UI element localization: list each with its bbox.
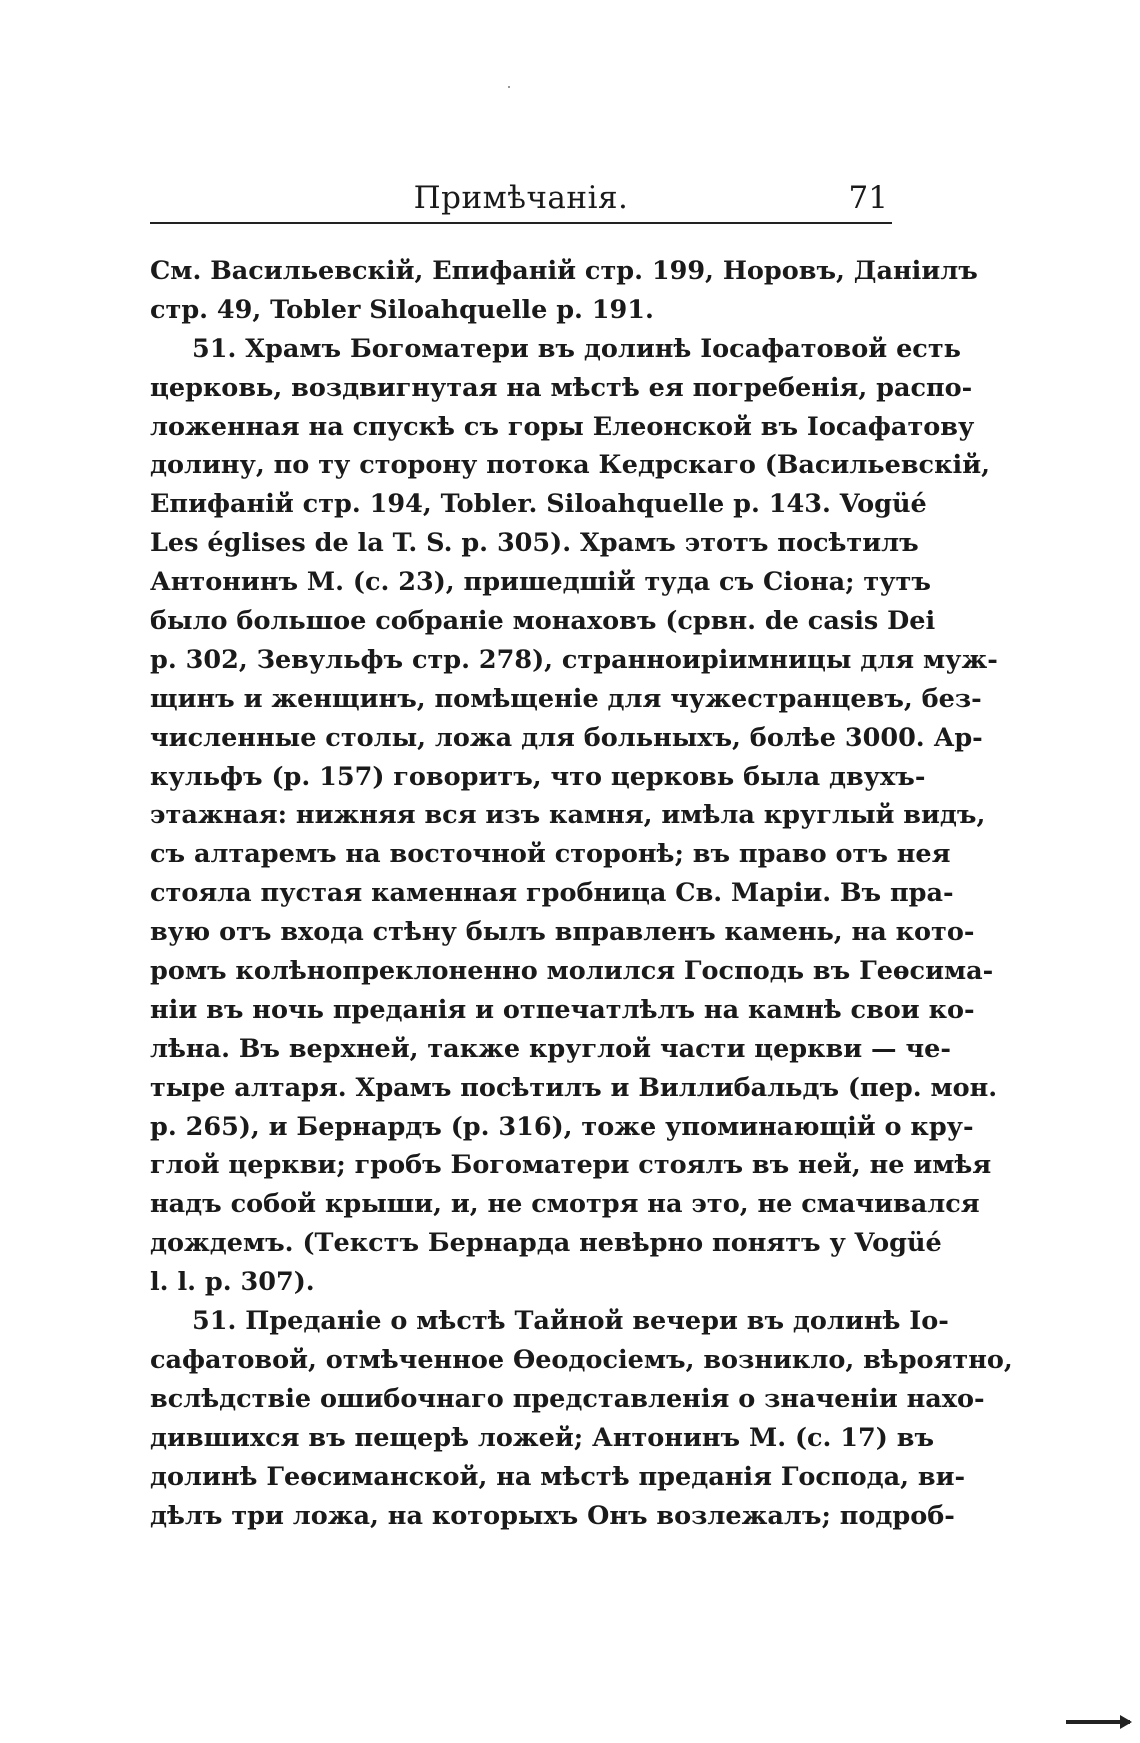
arrow-right-icon: [1066, 1720, 1130, 1724]
text-line: Антонинъ М. (c. 23), пришедшій туда съ Сіона; тутъ: [150, 567, 931, 598]
text-line: дождемъ. (Текстъ Бернарда невѣрно понятъ у Vogüé: [150, 1228, 942, 1259]
text-line: ложенная на спускѣ съ горы Елеонской въ Іосафатову: [150, 411, 975, 442]
text-line: Епифаній стр. 194, Tobler. Siloahquelle p. 143. Vogüé: [150, 489, 927, 520]
text-line: ромъ колѣнопреклоненно молился Господь въ Геѳсима-: [150, 956, 994, 987]
text-line: вслѣдствіе ошибочнаго представленія о значеніи нахо-: [150, 1383, 985, 1414]
text-line: лѣна. Въ верхней, также круглой части церкви — че-: [150, 1033, 951, 1064]
page-number: 71: [848, 180, 888, 216]
text-line: численные столы, ложа для больныхъ, болѣе 3000. Ар-: [150, 722, 983, 753]
text-line: Les églises de la T. S. p. 305). Храмъ этотъ посѣтилъ: [150, 528, 919, 559]
text-line: 51. Преданіе о мѣстѣ Тайной вечери въ долинѣ Іо-: [192, 1306, 949, 1337]
text-line: церковь, воздвигнутая на мѣстѣ ея погребенія, распо-: [150, 372, 973, 403]
text-line: сафатовой, отмѣченное Ѳеодосіемъ, возникло, вѣроятно,: [150, 1344, 1013, 1375]
text-line: стояла пустая каменная гробница Св. Маріи. Въ пра-: [150, 878, 954, 909]
text-line: стр. 49, Tobler Siloahquelle p. 191.: [150, 294, 654, 325]
text-line: вую отъ входа стѣну былъ вправленъ камень, на кото-: [150, 917, 975, 948]
text-line: дившихся въ пещерѣ ложей; Антонинъ М. (c. 17) въ: [150, 1422, 935, 1453]
text-line: тыре алтаря. Храмъ посѣтилъ и Виллибальдъ (пер. мон.: [150, 1072, 998, 1103]
text-line: ніи въ ночь преданія и отпечатлѣлъ на камнѣ свои ко-: [150, 994, 975, 1025]
text-line: было большое собраніе монаховъ (срвн. de casis Dei: [150, 606, 936, 637]
text-line: этажная: нижняя вся изъ камня, имѣла круглый видъ,: [150, 800, 986, 831]
text-line: p. 265), и Бернардъ (p. 316), тоже упоминающій о кру-: [150, 1111, 974, 1142]
text-line: долину, по ту сторону потока Кедрскаго (Васильевскій,: [150, 450, 990, 481]
running-title: Примѣчанія.: [413, 180, 629, 216]
text-line: щинъ и женщинъ, помѣщеніе для чужестранцевъ, без-: [150, 683, 982, 714]
text-line: l. l. p. 307).: [150, 1267, 315, 1298]
text-line: кульфъ (p. 157) говоритъ, что церковь была двухъ-: [150, 761, 926, 792]
speck: [508, 86, 510, 88]
text-line: p. 302, Зевульфъ стр. 278), странноиріимницы для муж-: [150, 644, 998, 675]
text-line: дѣлъ три ложа, на которыхъ Онъ возлежалъ; подроб-: [150, 1500, 955, 1531]
text-line: глой церкви; гробъ Богоматери стоялъ въ ней, не имѣя: [150, 1150, 992, 1181]
text-line: См. Васильевскій, Епифаній стр. 199, Норовъ, Даніилъ: [150, 256, 978, 286]
running-header: [150, 178, 892, 224]
text-line: 51. Храмъ Богоматери въ долинѣ Іосафатовой есть: [192, 333, 961, 364]
text-line: надъ собой крыши, и, не смотря на это, не смачивался: [150, 1189, 980, 1220]
text-line: съ алтаремъ на восточной сторонѣ; въ право отъ нея: [150, 839, 951, 870]
text-line: долинѣ Геѳсиманской, на мѣстѣ преданія Господа, ви-: [150, 1461, 966, 1492]
body-text: [150, 252, 1013, 1535]
